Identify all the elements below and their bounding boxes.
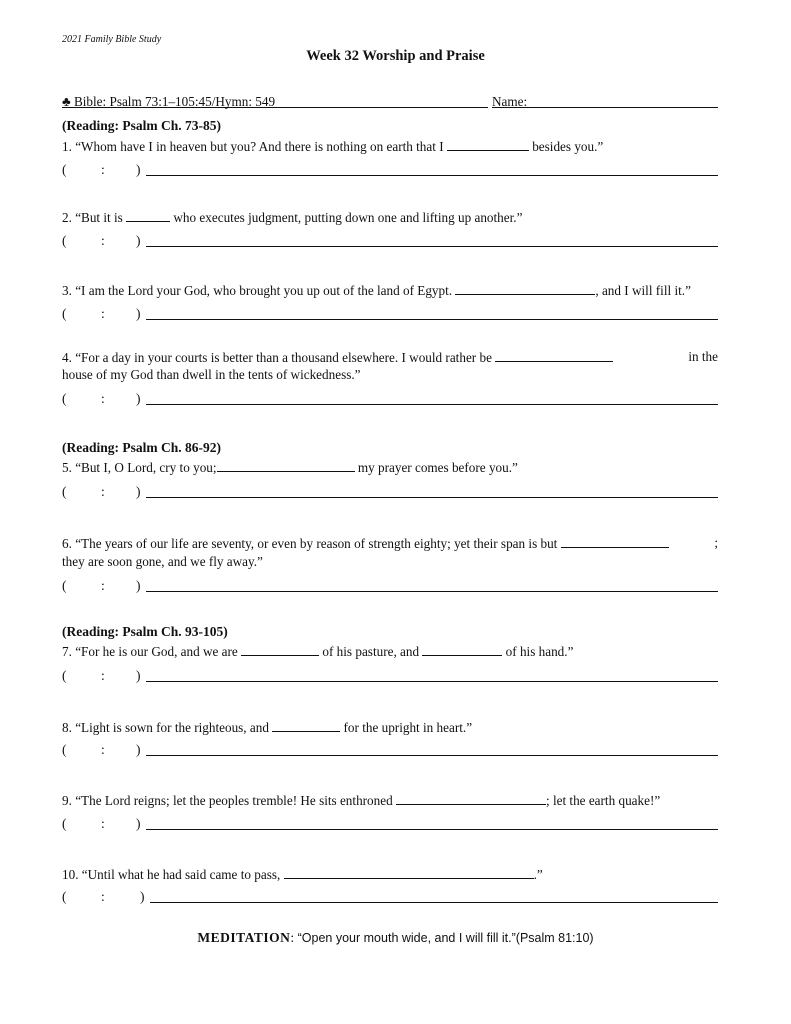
answer-line[interactable] (146, 755, 718, 756)
question-5: 5. “But I, O Lord, cry to you; my prayer comes before you.” (62, 460, 518, 475)
blank-field[interactable] (495, 349, 613, 362)
answer-line[interactable] (146, 246, 718, 247)
question-4: 4. “For a day in your courts is better than a thousand elsewhere. I would rather be in the (62, 349, 718, 365)
blank-field[interactable] (284, 866, 534, 879)
blank-field[interactable] (561, 535, 669, 548)
answer-line[interactable] (146, 591, 718, 592)
bible-reference: ♣ Bible: Psalm 73:1–105:45/Hymn: 549 (62, 94, 276, 109)
meditation: MEDITATION: “Open your mouth wide, and I will fill it.”(Psalm 81:10) (197, 930, 594, 945)
question-7: 7. “For he is our God, and we are of his pasture, and of his hand.” (62, 644, 574, 659)
blank-field[interactable] (241, 643, 319, 656)
question-1: 1. “Whom have I in heaven but you? And there is nothing on earth that I besides you.” (62, 139, 604, 154)
blank-field[interactable] (217, 459, 355, 472)
question-6: 6. “The years of our life are seventy, or even by reason of strength eighty; yet their span is but ; (62, 535, 718, 551)
section-heading: (Reading: Psalm Ch. 73-85) (62, 118, 221, 133)
answer-line[interactable] (150, 902, 718, 903)
page-title: Week 32 Worship and Praise (306, 48, 485, 64)
name-label: Name: (492, 94, 528, 109)
blank-field[interactable] (126, 209, 170, 222)
question-3: 3. “I am the Lord your God, who brought you up out of the land of Egypt. , and I will fill it.” (62, 283, 691, 298)
answer-line[interactable] (146, 681, 718, 682)
question-9: 9. “The Lord reigns; let the peoples tremble! He sits enthroned ; let the earth quake!” (62, 793, 661, 808)
blank-field[interactable] (455, 282, 595, 295)
answer-line[interactable] (146, 175, 718, 176)
answer-line[interactable] (146, 497, 718, 498)
blank-field[interactable] (396, 792, 546, 805)
bible-underline (62, 107, 488, 108)
study-label: 2021 Family Bible Study (62, 34, 162, 45)
answer-line[interactable] (146, 319, 718, 320)
answer-line[interactable] (146, 404, 718, 405)
section-heading: (Reading: Psalm Ch. 93-105) (62, 624, 228, 639)
section-heading: (Reading: Psalm Ch. 86-92) (62, 440, 221, 455)
blank-field[interactable] (272, 719, 340, 732)
question-10: 10. “Until what he had said came to pass, .” (62, 867, 543, 882)
question-6-line-2: they are soon gone, and we fly away.” (62, 554, 263, 569)
question-2: 2. “But it is who executes judgment, putting down one and lifting up another.” (62, 210, 523, 225)
question-4-line-2: house of my God than dwell in the tents of wickedness.” (62, 367, 361, 382)
blank-field[interactable] (422, 643, 502, 656)
answer-line[interactable] (146, 829, 718, 830)
blank-field[interactable] (447, 138, 529, 151)
name-field[interactable] (492, 107, 718, 108)
question-8: 8. “Light is sown for the righteous, and for the upright in heart.” (62, 720, 473, 735)
